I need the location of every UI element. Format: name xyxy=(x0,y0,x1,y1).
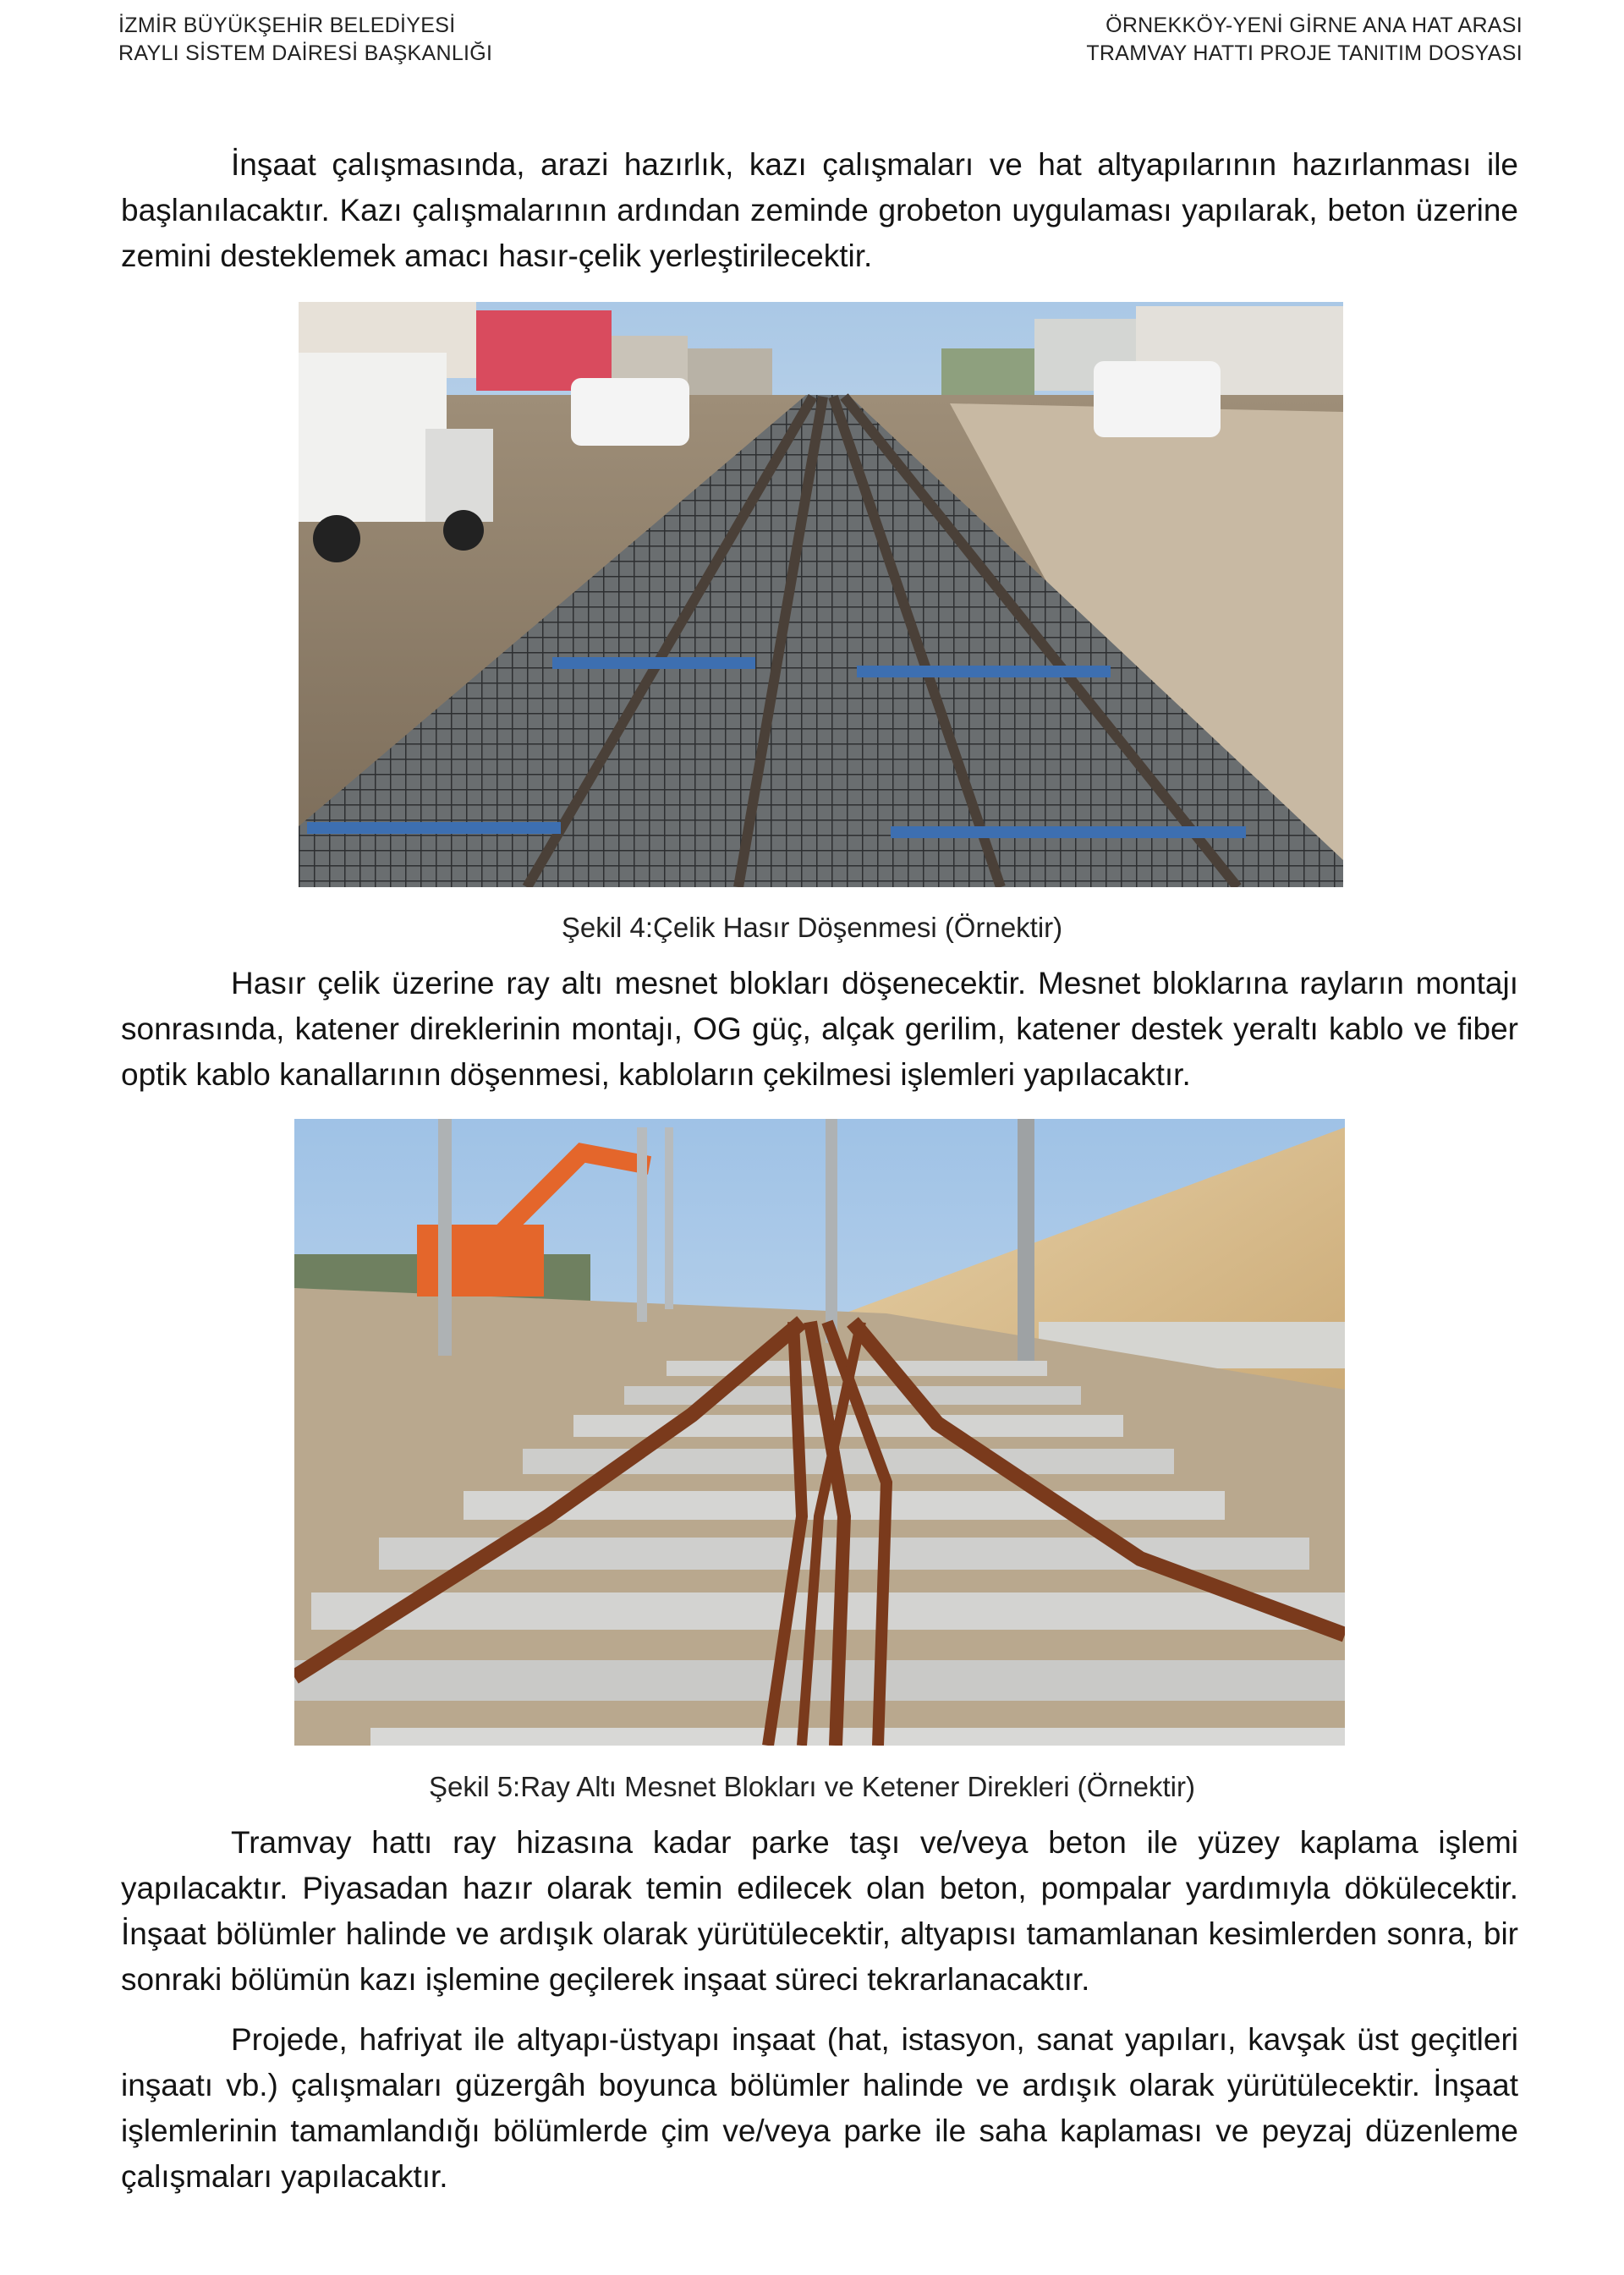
header-project-line2: TRAMVAY HATTI PROJE TANITIM DOSYASI xyxy=(1086,41,1522,65)
paragraph-3: Tramvay hattı ray hizasına kadar parke taşı ve/veya beton ile yüzey kaplama işlemi yapılacaktır. Piyasadan hazır olarak temin edilecek olan beton, pompalar yardımıyla dökülecektir. İnşaat bölümler halinde ve ardışık olarak yürütülecektir, altyapısı tamamlanan kesimlerden sonra, bir sonraki bölümün kazı işlemine geçilerek inşaat süreci tekrarlanacaktır. xyxy=(121,1825,1518,1997)
figure-4-photo xyxy=(299,302,1343,887)
page-header xyxy=(118,12,1522,68)
header-org-line1: İZMİR BÜYÜKŞEHİR BELEDİYESİ xyxy=(118,14,456,37)
figure-4-caption: Şekil 4:Çelik Hasır Döşenmesi (Örnektir) xyxy=(561,912,1063,943)
paragraph-1: İnşaat çalışmasında, arazi hazırlık, kazı çalışmaları ve hat altyapılarının hazırlanması ile başlanılacaktır. Kazı çalışmalarının ardından zeminde grobeton uygulaması yapılarak, beton üzerine zemini desteklemek amacı hasır-çelik yerleştirilecektir. xyxy=(121,147,1518,273)
header-org-line2: RAYLI SİSTEM DAİRESİ BAŞKANLIĞI xyxy=(118,41,493,65)
header-right xyxy=(1086,12,1522,68)
header-project-line1: ÖRNEKKÖY-YENİ GİRNE ANA HAT ARASI xyxy=(1106,14,1522,37)
paragraph-2: Hasır çelik üzerine ray altı mesnet blokları döşenecektir. Mesnet bloklarına rayların montajı sonrasında, katener direklerinin montajı, OG güç, alçak gerilim, katener destek yeraltı kablo ve fiber optik kablo kanallarının döşenmesi, kabloların çekilmesi işlemleri yapılacaktır. xyxy=(121,966,1518,1092)
paragraph-4: Projede, hafriyat ile altyapı-üstyapı inşaat (hat, istasyon, sanat yapıları, kavşak üst geçitleri inşaatı vb.) çalışmaları güzergâh boyunca bölümler halinde ve ardışık olarak yürütülecektir. İnşaat işlemlerinin tamamlandığı bölümlerde çim ve/veya parke ile saha kaplaması ve peyzaj düzenleme çalışmaları yapılacaktır. xyxy=(121,2022,1518,2194)
figure-5-photo xyxy=(294,1119,1345,1746)
figure-5-caption: Şekil 5:Ray Altı Mesnet Blokları ve Ketener Direkleri (Örnektir) xyxy=(429,1771,1195,1802)
header-left xyxy=(118,12,492,68)
